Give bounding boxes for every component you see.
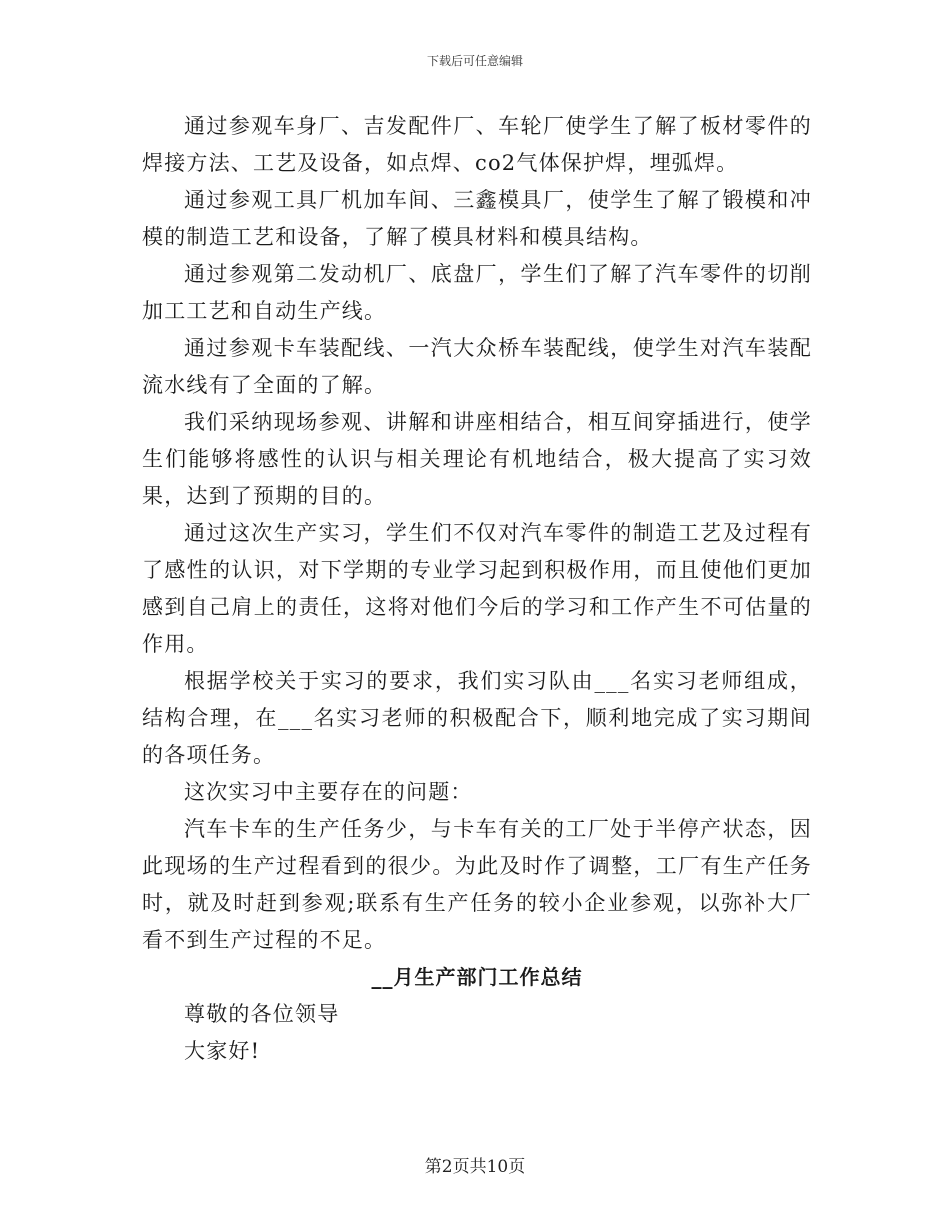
paragraph: 通过参观卡车装配线、一汽大众桥车装配线，使学生对汽车装配流水线有了全面的了解。 — [142, 336, 812, 397]
paragraph: 通过这次生产实习，学生们不仅对汽车零件的制造工艺及过程有了感性的认识，对下学期的专业学习起到积极作用，而且使他们更加感到自己肩上的责任，这将对他们今后的学习和工作产生不可估量的作用。 — [142, 521, 812, 656]
document-body — [142, 108, 812, 1070]
page-number: 第2页共10页 — [424, 1157, 526, 1177]
paragraph: 通过参观车身厂、吉发配件厂、车轮厂使学生了解了板材零件的焊接方法、工艺及设备，如点焊、co2气体保护焊，埋弧焊。 — [142, 114, 812, 175]
paragraph: 根据学校关于实习的要求，我们实习队由___名实习老师组成，结构合理，在___名实习老师的积极配合下，顺利地完成了实习期间的各项任务。 — [142, 669, 812, 767]
paragraph: 通过参观工具厂机加车间、三鑫模具厂，使学生了解了锻模和冲模的制造工艺和设备，了解了模具材料和模具结构。 — [142, 188, 812, 249]
greeting: 大家好! — [184, 1039, 261, 1063]
paragraph: 汽车卡车的生产任务少，与卡车有关的工厂处于半停产状态，因此现场的生产过程看到的很少。为此及时作了调整，工厂有生产任务时，就及时赶到参观;联系有生产任务的较小企业参观，以弥补大厂看不到生产过程的不足。 — [142, 817, 812, 952]
header-note: 下载后可任意编辑 — [426, 54, 523, 68]
paragraph: 通过参观第二发动机厂、底盘厂，学生们了解了汽车零件的切削加工工艺和自动生产线。 — [142, 262, 812, 323]
salutation: 尊敬的各位领导 — [184, 1002, 340, 1026]
paragraph: 这次实习中主要存在的问题： — [184, 780, 473, 804]
paragraph: 我们采纳现场参观、讲解和讲座相结合，相互间穿插进行，使学生们能够将感性的认识与相关理论有机地结合，极大提高了实习效果，达到了预期的目的。 — [142, 410, 812, 508]
section-title: __月生产部门工作总结 — [371, 965, 583, 989]
